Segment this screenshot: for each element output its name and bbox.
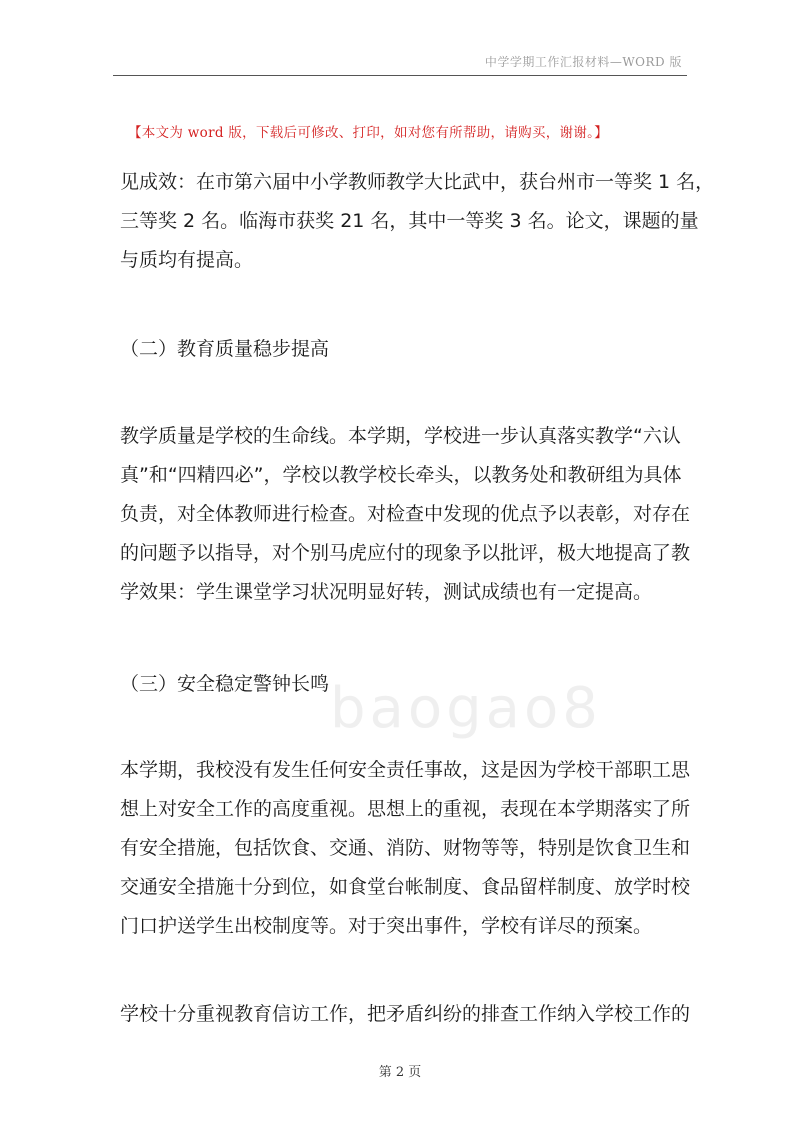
header-divider — [113, 75, 687, 76]
paragraph-2-line-2: 真”和“四精四必”，学校以教学校长牵头，以教务处和教研组为具体 — [120, 464, 682, 486]
page-number: 第 2 页 — [378, 1065, 422, 1080]
paragraph-2-line-3: 负责，对全体教师进行检查。对检查中发现的优点予以表彰，对存在 — [120, 503, 691, 525]
paragraph-2-line-1: 教学质量是学校的生命线。本学期，学校进一步认真落实教学“六认 — [120, 425, 681, 447]
watermark: baogao8 — [330, 676, 602, 741]
paragraph-3-line-4: 交通安全措施十分到位，如食堂台帐制度、食品留样制度、放学时校 — [120, 876, 691, 898]
purchase-notice: 【本文为 word 版，下载后可修改、打印，如对您有所帮助，请购买，谢谢。】 — [128, 125, 609, 141]
paragraph-3-line-1: 本学期，我校没有发生任何安全责任事故，这是因为学校干部职工思 — [120, 759, 691, 781]
paragraph-3-line-5: 门口护送学生出校制度等。对于突出事件，学校有详尽的预案。 — [120, 915, 653, 937]
paragraph-2-line-4: 的问题予以指导，对个别马虎应付的现象予以批评，极大地提高了教 — [120, 542, 691, 564]
section-heading-2: （二）教育质量稳步提高 — [120, 338, 330, 360]
paragraph-1-line-3: 与质均有提高。 — [120, 249, 254, 271]
paragraph-1-line-2: 三等奖 2 名。临海市获奖 21 名，其中一等奖 3 名。论文，课题的量 — [120, 210, 699, 232]
paragraph-1-line-1: 见成效：在市第六届中小学教师教学大比武中，获台州市一等奖 1 名， — [120, 171, 715, 193]
paragraph-3-line-2: 想上对安全工作的高度重视。思想上的重视，表现在本学期落实了所 — [120, 798, 691, 820]
running-header: 中学学期工作汇报材料—WORD 版 — [484, 55, 682, 69]
paragraph-2-line-5: 学效果：学生课堂学习状况明显好转，测试成绩也有一定提高。 — [120, 581, 653, 603]
section-heading-3: （三）安全稳定警钟长鸣 — [120, 673, 330, 695]
paragraph-4-line-1: 学校十分重视教育信访工作，把矛盾纠纷的排查工作纳入学校工作的 — [120, 1003, 691, 1025]
paragraph-3-line-3: 有安全措施，包括饮食、交通、消防、财物等等，特别是饮食卫生和 — [120, 837, 691, 859]
